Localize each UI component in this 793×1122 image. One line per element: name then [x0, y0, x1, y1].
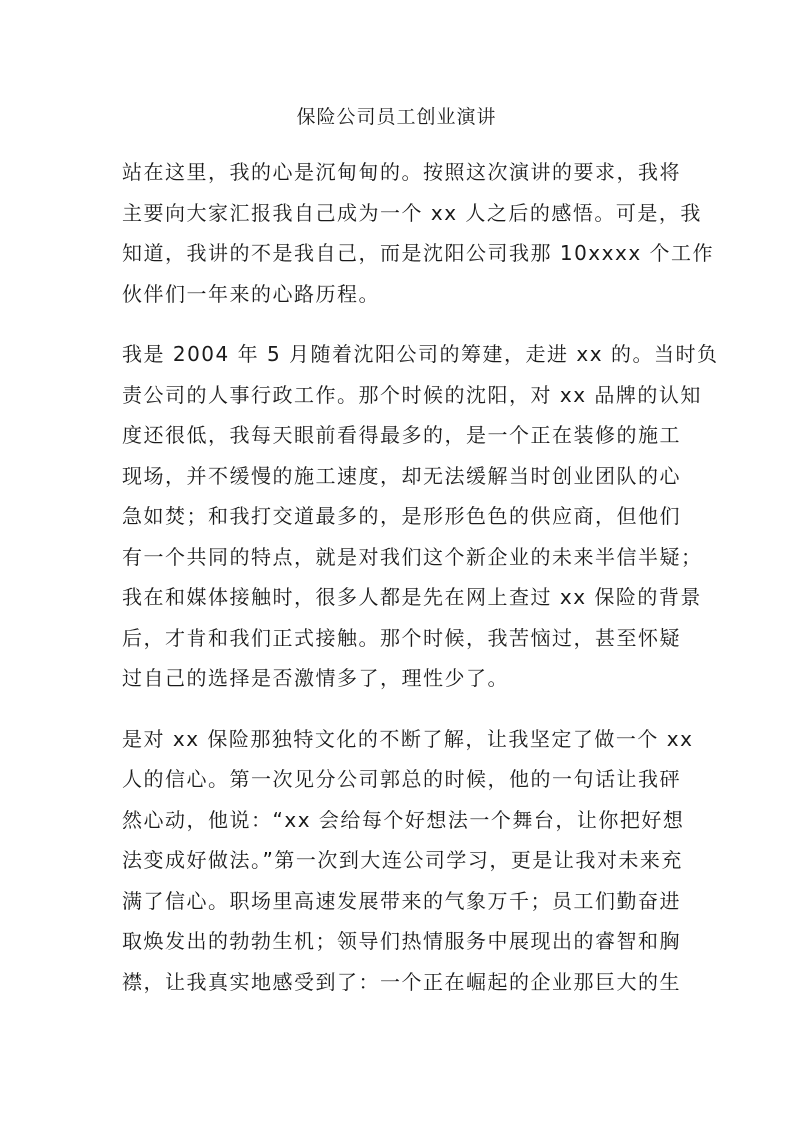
paragraph-line: 我是 2004 年 5 月随着沈阳公司的筹建，走进 xx 的。当时负	[122, 342, 719, 366]
paragraph-line: 然心动，他说：“xx 会给每个好想法一个舞台，让你把好想	[122, 807, 685, 832]
paragraph-line: 取焕发出的勃勃生机；领导们热情服务中展现出的睿智和胸	[122, 929, 681, 953]
paragraph-line: 伙伴们一年来的心路历程。	[122, 281, 380, 306]
paragraph-1	[122, 152, 715, 314]
paragraph-line: 站在这里，我的心是沉甸甸的。按照这次演讲的要求，我将	[122, 160, 681, 184]
paragraph-line: 襟，让我真实地感受到了：一个正在崛起的企业那巨大的生	[122, 969, 681, 994]
paragraph-line: 责公司的人事行政工作。那个时候的沈阳，对 xx 品牌的认知	[122, 382, 702, 407]
paragraph-line: 度还很低，我每天眼前看得最多的，是一个正在装修的施工	[122, 423, 681, 447]
paragraph-line: 人的信心。第一次见分公司郭总的时候，他的一句话让我砰	[122, 767, 681, 791]
paragraph-line: 我在和媒体接触时，很多人都是先在网上查过 xx 保险的背景	[122, 585, 702, 609]
paragraph-line: 有一个共同的特点，就是对我们这个新企业的未来半信半疑；	[122, 544, 703, 569]
document-title: 保险公司员工创业演讲	[296, 106, 497, 128]
paragraph-line: 后，才肯和我们正式接触。那个时候，我苦恼过，甚至怀疑	[122, 625, 681, 650]
paragraph-line: 现场，并不缓慢的施工速度，却无法缓解当时创业团队的心	[122, 463, 681, 488]
paragraph-line: 主要向大家汇报我自己成为一个 xx 人之后的感悟。可是，我	[122, 200, 702, 225]
paragraph-line: 法变成好做法。”第一次到大连公司学习，更是让我对未来充	[122, 848, 683, 872]
paragraph-line: 是对 xx 保险那独特文化的不断了解，让我坚定了做一个 xx	[122, 726, 694, 751]
paragraph-line: 知道，我讲的不是我自己，而是沈阳公司我那 10xxxx 个工作	[122, 241, 715, 265]
document-body	[122, 152, 719, 1022]
paragraph-3	[122, 719, 694, 1003]
paragraph-2	[122, 334, 719, 699]
paragraph-line: 过自己的选择是否激情多了，理性少了。	[122, 666, 509, 690]
paragraph-line: 满了信心。职场里高速发展带来的气象万千；员工们勤奋进	[122, 888, 681, 913]
paragraph-line: 急如焚；和我打交道最多的，是形形色色的供应商，但他们	[122, 504, 681, 528]
